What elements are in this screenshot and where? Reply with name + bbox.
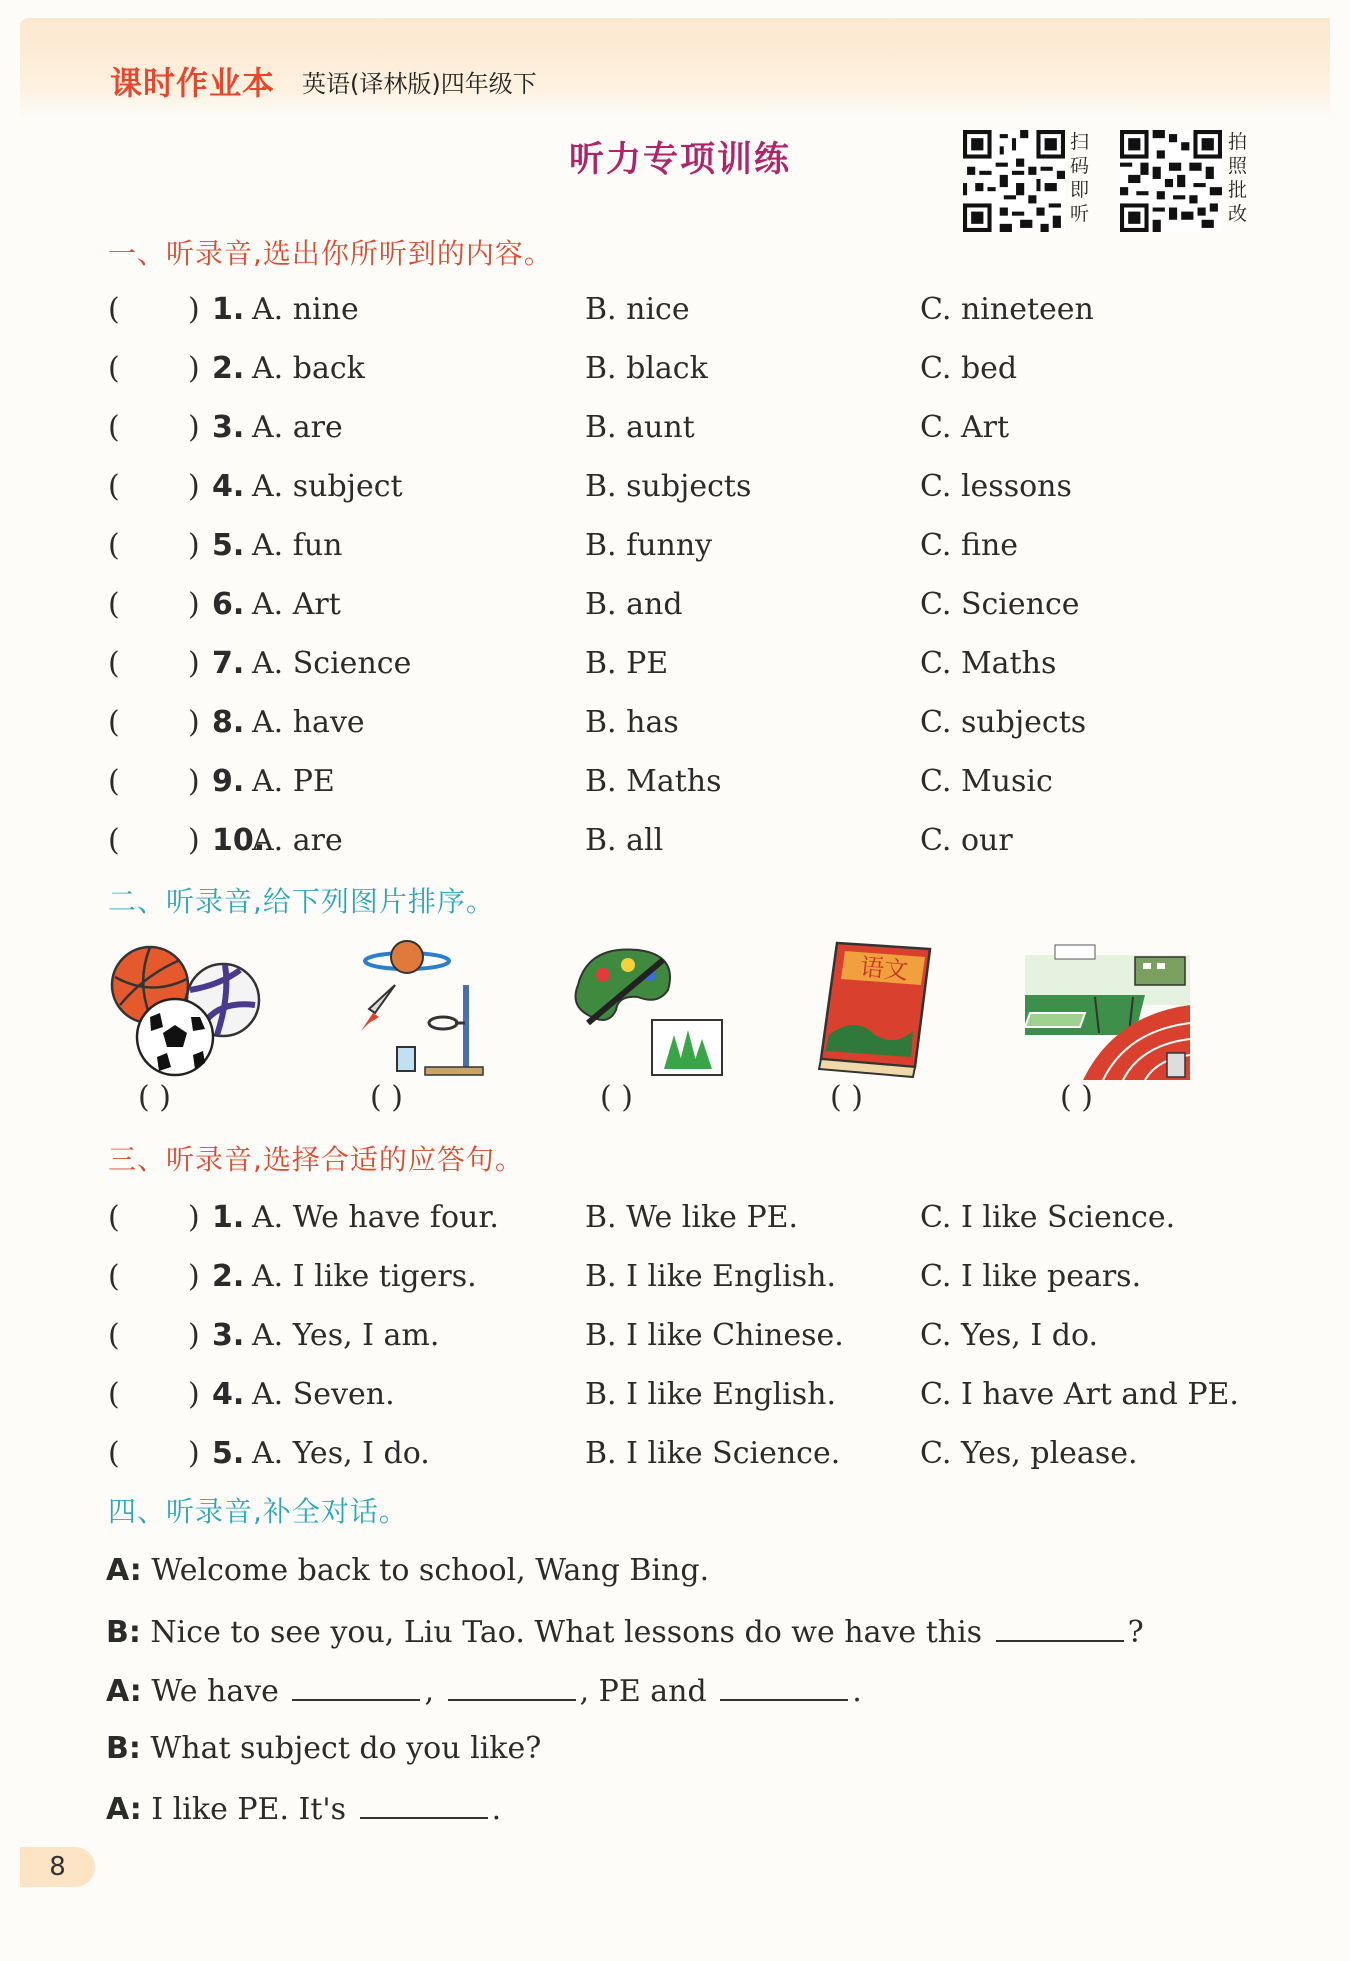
question-row	[0, 698, 1350, 748]
question-number: 4.	[212, 469, 245, 504]
answer-paren-open[interactable]: (	[108, 528, 120, 563]
option-a: A. Seven.	[252, 1377, 395, 1412]
art-icon	[568, 935, 728, 1080]
option-a: A. Yes, I do.	[252, 1436, 430, 1471]
answer-blank[interactable]	[448, 1665, 576, 1701]
answer-blank[interactable]	[720, 1665, 848, 1701]
qr-code-icon[interactable]	[1120, 130, 1222, 232]
science-icon	[345, 935, 495, 1080]
option-c: C. Music	[920, 764, 1053, 799]
answer-paren-close: )	[188, 823, 200, 858]
question-row	[0, 639, 1350, 689]
question-row	[0, 1429, 1350, 1479]
option-c: C. I like pears.	[920, 1259, 1142, 1294]
picture-answer-3[interactable]: ( )	[600, 1080, 633, 1115]
question-row	[0, 1311, 1350, 1361]
question-number: 7.	[212, 646, 245, 681]
brand-title: 课时作业本	[110, 64, 276, 102]
option-c: C. I have Art and PE.	[920, 1377, 1239, 1412]
option-b: B. has	[585, 705, 679, 740]
option-a: A. I like tigers.	[252, 1259, 477, 1294]
answer-paren-close: )	[188, 1318, 200, 1353]
section-2-title: 二、听录音,给下列图片排序。	[108, 885, 495, 918]
option-a: A. Science	[252, 646, 412, 681]
section-1-title: 一、听录音,选出你所听到的内容。	[108, 237, 553, 270]
page-number: 8	[20, 1847, 95, 1887]
option-b: B. Maths	[585, 764, 722, 799]
answer-paren-close: )	[188, 528, 200, 563]
option-c: C. Maths	[920, 646, 1057, 681]
option-c: C. lessons	[920, 469, 1072, 504]
question-row	[0, 1193, 1350, 1243]
question-number: 4.	[212, 1377, 245, 1412]
sports-field-icon	[1025, 935, 1190, 1080]
answer-paren-close: )	[188, 764, 200, 799]
picture-answer-1[interactable]: ( )	[138, 1080, 171, 1115]
answer-paren-open[interactable]: (	[108, 292, 120, 327]
chinese-book-icon	[815, 935, 935, 1080]
option-b: B. and	[585, 587, 683, 622]
answer-paren-close: )	[188, 351, 200, 386]
question-row	[0, 285, 1350, 335]
picture-answer-5[interactable]: ( )	[1060, 1080, 1093, 1115]
question-number: 5.	[212, 1436, 245, 1471]
question-row	[0, 580, 1350, 630]
question-row	[0, 344, 1350, 394]
question-number: 2.	[212, 1259, 245, 1294]
option-a: A. Art	[252, 587, 341, 622]
question-number: 6.	[212, 587, 245, 622]
subject-title: 英语(译林版)四年级下	[302, 70, 537, 98]
question-row	[0, 462, 1350, 512]
answer-paren-close: )	[188, 705, 200, 740]
option-b: B. black	[585, 351, 708, 386]
answer-paren-close: )	[188, 292, 200, 327]
option-c: C. fine	[920, 528, 1019, 563]
answer-paren-open[interactable]: (	[108, 646, 120, 681]
answer-paren-close: )	[188, 469, 200, 504]
answer-paren-open[interactable]: (	[108, 469, 120, 504]
qr-code-icon[interactable]	[963, 130, 1065, 232]
question-row	[0, 1370, 1350, 1420]
option-c: C. Art	[920, 410, 1010, 445]
answer-paren-open[interactable]: (	[108, 410, 120, 445]
answer-paren-open[interactable]: (	[108, 1377, 120, 1412]
option-c: C. Science	[920, 587, 1080, 622]
option-a: A. PE	[252, 764, 335, 799]
question-number: 3.	[212, 1318, 245, 1353]
picture-answer-4[interactable]: ( )	[830, 1080, 863, 1115]
answer-paren-close: )	[188, 587, 200, 622]
question-number: 1.	[212, 1200, 245, 1235]
question-number: 9.	[212, 764, 245, 799]
option-a: A. are	[252, 410, 343, 445]
option-b: B. We like PE.	[585, 1200, 799, 1235]
option-b: B. nice	[585, 292, 690, 327]
answer-blank[interactable]	[996, 1606, 1124, 1642]
dialogue-line-1: A: Welcome back to school, Wang Bing.	[106, 1553, 710, 1588]
option-b: B. I like English.	[585, 1259, 837, 1294]
dialogue-line-3: A: We have , , PE and .	[106, 1665, 862, 1715]
question-row	[0, 1252, 1350, 1302]
answer-paren-open[interactable]: (	[108, 1436, 120, 1471]
option-c: C. nineteen	[920, 292, 1094, 327]
answer-paren-close: )	[188, 1259, 200, 1294]
svg-text:语文: 语文	[858, 952, 910, 985]
answer-paren-open[interactable]: (	[108, 351, 120, 386]
dialogue-line-2: B: Nice to see you, Liu Tao. What lessons do we have this ?	[106, 1606, 1144, 1656]
option-b: B. PE	[585, 646, 669, 681]
question-number: 5.	[212, 528, 245, 563]
question-number: 8.	[212, 705, 245, 740]
answer-paren-open[interactable]: (	[108, 823, 120, 858]
question-number: 3.	[212, 410, 245, 445]
answer-paren-close: )	[188, 1436, 200, 1471]
answer-paren-open[interactable]: (	[108, 587, 120, 622]
option-a: A. are	[252, 823, 343, 858]
option-a: A. have	[252, 705, 365, 740]
question-number: 1.	[212, 292, 245, 327]
answer-blank[interactable]	[360, 1783, 488, 1819]
answer-paren-open[interactable]: (	[108, 1200, 120, 1235]
option-b: B. subjects	[585, 469, 752, 504]
option-a: A. Yes, I am.	[252, 1318, 440, 1353]
option-a: A. We have four.	[252, 1200, 499, 1235]
option-b: B. all	[585, 823, 664, 858]
answer-blank[interactable]	[292, 1665, 420, 1701]
answer-paren-open[interactable]: (	[108, 764, 120, 799]
question-row	[0, 403, 1350, 453]
page-title: 听力专项训练	[568, 140, 791, 180]
qr-label-listen: 扫 码 即 听	[1070, 131, 1090, 225]
option-c: C. Yes, please.	[920, 1436, 1138, 1471]
option-b: B. funny	[585, 528, 713, 563]
qr-label-grade: 拍 照 批 改	[1228, 131, 1248, 225]
question-row	[0, 521, 1350, 571]
dialogue-line-4: B: What subject do you like?	[106, 1731, 542, 1766]
option-a: A. back	[252, 351, 365, 386]
answer-paren-close: )	[188, 1377, 200, 1412]
option-b: B. I like Science.	[585, 1436, 841, 1471]
option-a: A. fun	[252, 528, 343, 563]
picture-answer-2[interactable]: ( )	[370, 1080, 403, 1115]
section-3-title: 三、听录音,选择合适的应答句。	[108, 1143, 524, 1176]
question-number: 10.	[212, 823, 266, 858]
answer-paren-open[interactable]: (	[108, 705, 120, 740]
answer-paren-open[interactable]: (	[108, 1318, 120, 1353]
option-a: A. nine	[252, 292, 359, 327]
option-c: C. bed	[920, 351, 1018, 386]
question-row	[0, 757, 1350, 807]
option-a: A. subject	[252, 469, 403, 504]
option-c: C. subjects	[920, 705, 1087, 740]
section-4-title: 四、听录音,补全对话。	[108, 1495, 408, 1528]
answer-paren-close: )	[188, 410, 200, 445]
answer-paren-close: )	[188, 646, 200, 681]
question-row	[0, 816, 1350, 866]
dialogue-line-5: A: I like PE. It's .	[106, 1783, 501, 1833]
option-c: C. our	[920, 823, 1013, 858]
option-b: B. I like English.	[585, 1377, 837, 1412]
answer-paren-close: )	[188, 1200, 200, 1235]
option-b: B. aunt	[585, 410, 695, 445]
answer-paren-open[interactable]: (	[108, 1259, 120, 1294]
balls-icon	[105, 935, 265, 1080]
option-c: C. Yes, I do.	[920, 1318, 1099, 1353]
option-c: C. I like Science.	[920, 1200, 1176, 1235]
question-number: 2.	[212, 351, 245, 386]
option-b: B. I like Chinese.	[585, 1318, 844, 1353]
